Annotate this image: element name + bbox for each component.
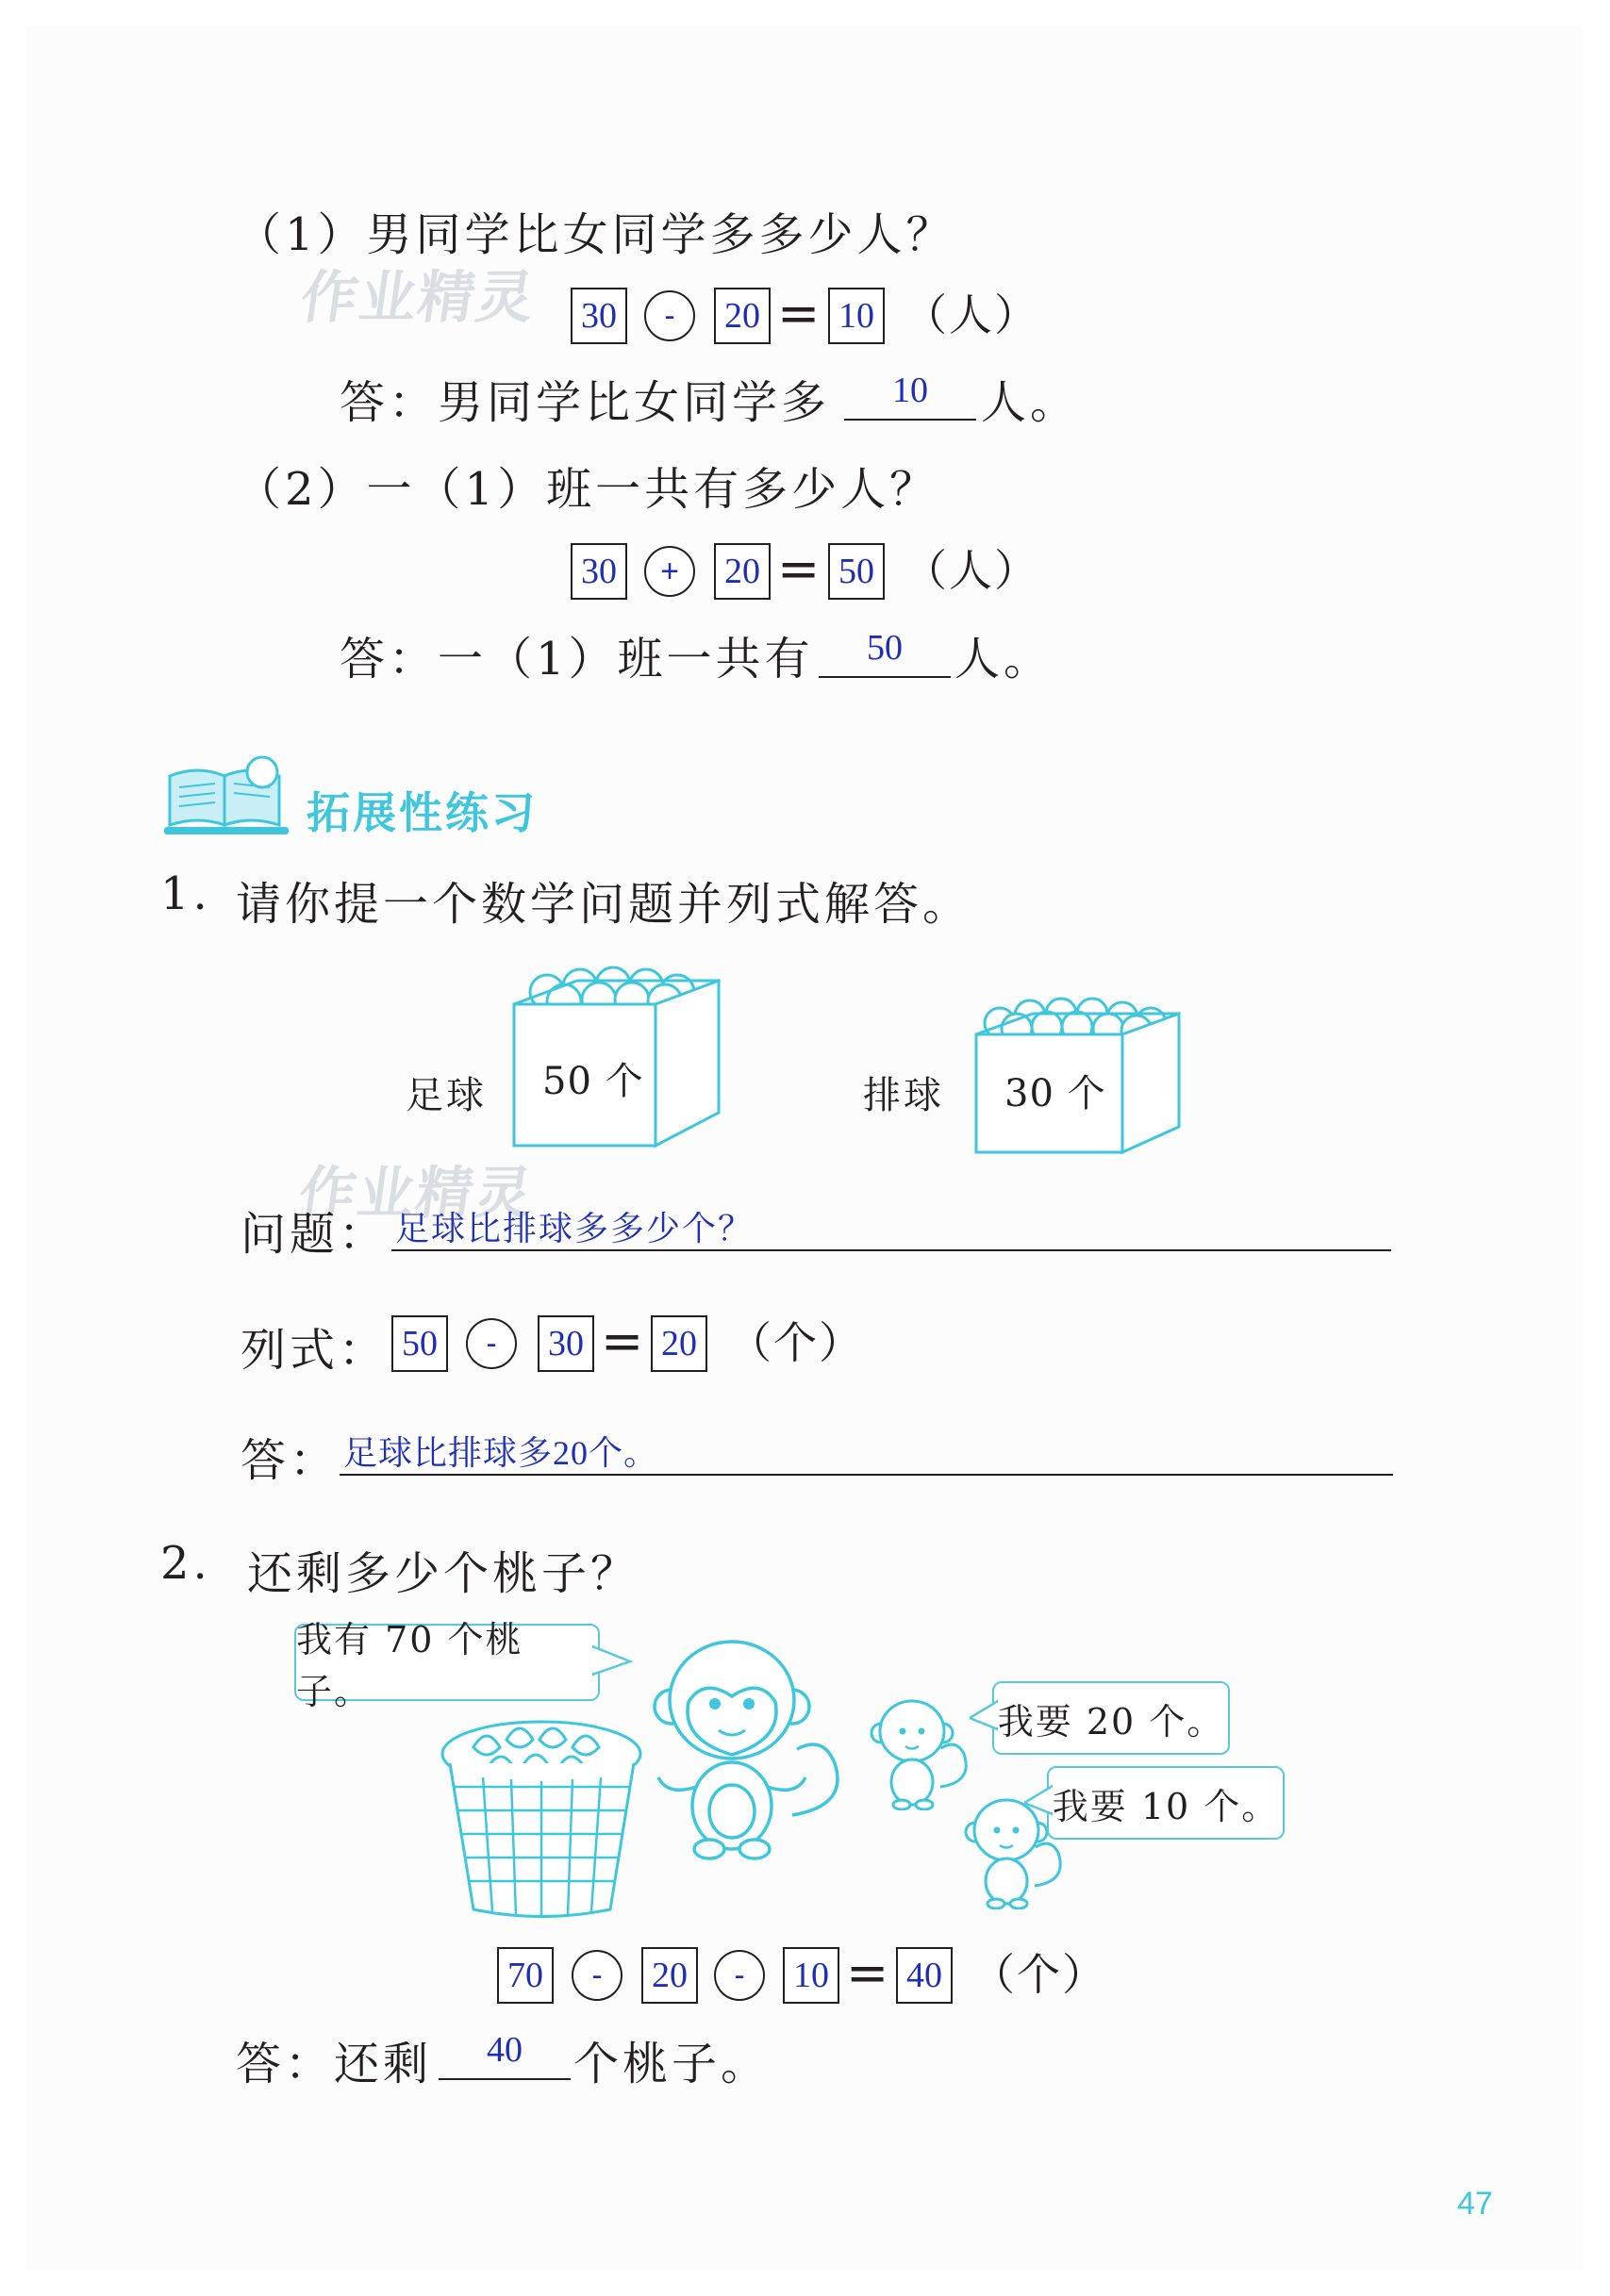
page-number: 47 [1457, 2186, 1493, 2222]
soccer-label: 足球 [406, 1074, 487, 1117]
watermark-middle: 作业精灵 [294, 1161, 539, 1227]
ex2-prompt: 还剩多少个桃子？ [247, 1547, 640, 1600]
q2-operand-b-box[interactable]: 20 [714, 543, 771, 600]
speech-bubble-small-1-text: 我要 20 个。 [997, 1700, 1225, 1743]
ex1-operator-circle[interactable]: - [466, 1318, 517, 1369]
ex2-unit: （个） [971, 1949, 1107, 2000]
speech-bubble-small-2 [1047, 1766, 1285, 1840]
question-2-text: （2）一（1）班一共有多少人？ [236, 463, 939, 516]
ex2-operand-a-box[interactable]: 70 [497, 1947, 554, 2004]
q2-equals-sign: = [777, 539, 821, 599]
bubble-tail-left-2-icon [1024, 1782, 1053, 1820]
q2-answer-value: 50 [867, 628, 903, 668]
q1-operand-b-box[interactable]: 20 [714, 288, 771, 344]
q2-operator-circle[interactable]: + [644, 546, 695, 597]
ex1-question-value: 足球比排球多多少个？ [395, 1210, 755, 1247]
ex2-equals-sign: = [846, 1943, 889, 2003]
ex2-operand-c-box[interactable]: 10 [783, 1947, 839, 2004]
monkey-big-icon [651, 1636, 849, 1862]
q2-answer-suffix: 人。 [954, 633, 1054, 685]
ex1-formula-label: 列式： [241, 1324, 389, 1377]
q1-operator-circle[interactable]: - [644, 290, 695, 341]
volleyball-label: 排球 [863, 1074, 944, 1117]
q1-result-box[interactable]: 10 [828, 288, 885, 344]
bubble-tail-icon [592, 1643, 636, 1680]
peach-basket-icon [436, 1711, 648, 1924]
ex1-answer-value: 足球比排球多20个。 [343, 1434, 659, 1472]
ex1-answer-label: 答： [241, 1434, 340, 1487]
ex1-answer-line[interactable] [340, 1427, 1393, 1476]
speech-bubble-small-1 [992, 1681, 1230, 1755]
ex2-number: 2. [160, 1537, 211, 1590]
speech-bubble-small-2-text: 我要 10 个。 [1052, 1785, 1280, 1827]
ex1-result-box[interactable]: 20 [651, 1315, 707, 1372]
q1-operand-a-box[interactable]: 30 [571, 288, 627, 344]
speech-bubble-big [294, 1619, 600, 1712]
q1-answer-blank[interactable] [844, 370, 976, 421]
q1-answer-prefix: 答：男同学比女同学多 [340, 376, 831, 429]
soccer-count: 50 个 [542, 1060, 644, 1103]
ex2-answer-value: 40 [487, 2030, 523, 2070]
ex1-question-label: 问题： [241, 1208, 389, 1261]
ex2-operator-2-circle[interactable]: - [714, 1950, 765, 2001]
ex1-question-line[interactable] [391, 1202, 1391, 1251]
section-title: 拓展性练习 [307, 787, 538, 838]
q2-answer-prefix: 答：一（1）班一共有 [340, 633, 814, 685]
watermark-top: 作业精灵 [296, 265, 540, 331]
ex1-unit: （个） [728, 1317, 864, 1368]
ex1-operand-a-box[interactable]: 50 [391, 1315, 448, 1372]
q1-equals-sign: = [777, 284, 821, 343]
q2-unit: （人） [904, 545, 1039, 596]
monkey-small-1-icon [870, 1697, 973, 1810]
open-book-icon [160, 750, 292, 844]
q2-operand-a-box[interactable]: 30 [571, 543, 627, 600]
ex2-operator-1-circle[interactable]: - [572, 1950, 622, 2001]
ex2-answer-blank[interactable] [439, 2029, 571, 2080]
volleyball-count: 30 个 [1004, 1072, 1106, 1115]
q2-answer-blank[interactable] [819, 627, 951, 678]
q2-result-box[interactable]: 50 [828, 543, 885, 600]
ex1-number: 1. [160, 867, 211, 920]
q1-answer-value: 10 [892, 371, 928, 410]
q1-unit: （人） [904, 289, 1039, 340]
ex2-result-box[interactable]: 40 [896, 1947, 953, 2004]
ex2-answer-prefix: 答：还剩 [236, 2038, 433, 2090]
question-1-text: （1）男同学比女同学多多少人？ [236, 208, 955, 261]
ex1-operand-b-box[interactable]: 30 [538, 1315, 594, 1372]
q1-answer-suffix: 人。 [981, 376, 1080, 429]
ex2-operand-b-box[interactable]: 20 [641, 1947, 698, 2004]
ex1-equals-sign: = [601, 1312, 644, 1371]
ex2-answer-suffix: 个桃子。 [573, 2038, 771, 2090]
workbook-page [26, 26, 1583, 2271]
bubble-tail-left-1-icon [970, 1697, 998, 1735]
speech-bubble-big-text: 我有 70 个桃子。 [296, 1619, 523, 1712]
ex1-prompt: 请你提一个数学问题并列式解答。 [236, 878, 972, 931]
